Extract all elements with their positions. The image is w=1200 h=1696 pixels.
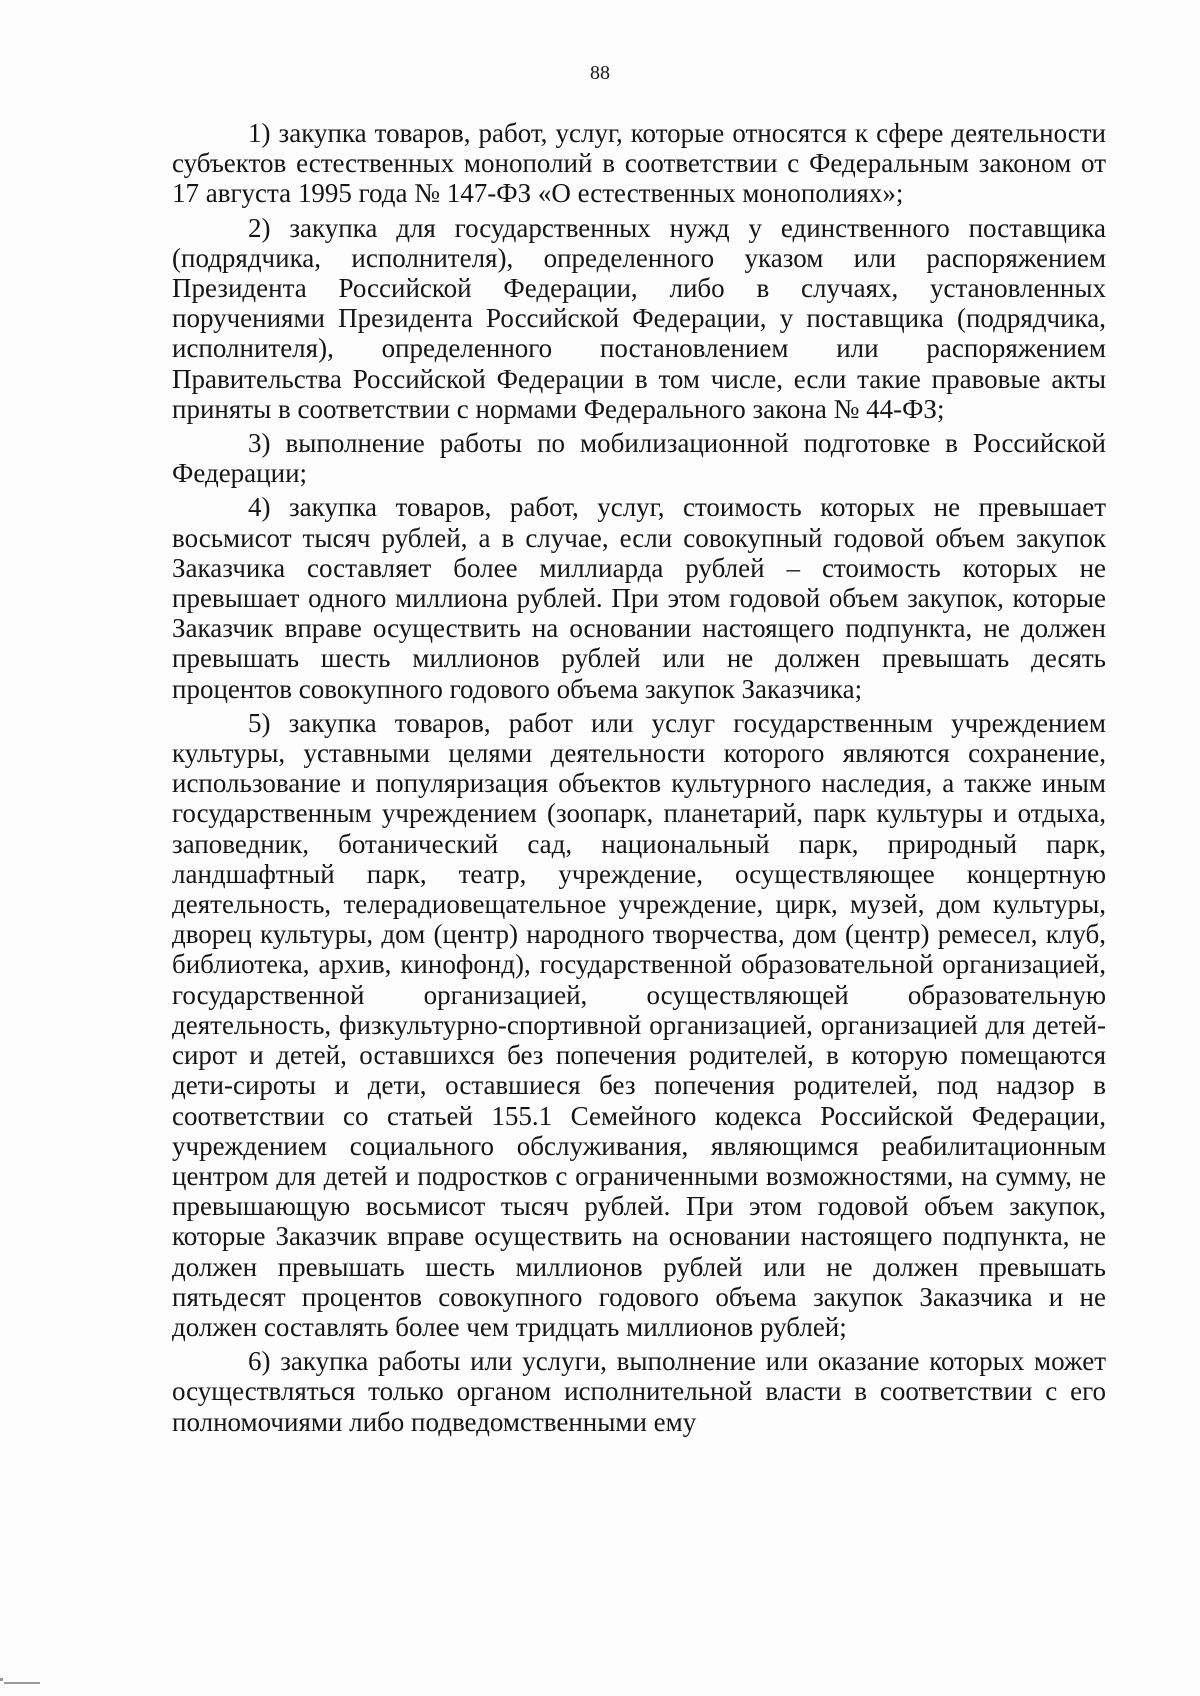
paragraph-item-5: 5) закупка товаров, работ или услуг государственным учреждением культуры, уставными целями деятельности которого являются сохранение, использование и популяризация объектов культурного наследия, а также иным государственным учреждением (зоопарк, планетарий, парк культуры и отдыха, заповедник, ботанический сад, национальный парк, природный парк, ландшафтный парк, театр, учреждение, осуществляющее концертную деятельность, телерадиовещательное учреждение, цирк, музей, дом культуры, дворец культуры, дом (центр) народного творчества, дом (центр) ремесел, клуб, библиотека, архив, кинофонд), государственной образовательной организацией, государственной организацией, осуществляющей образовательную деятельность, физкультурно-спортивной организацией, организацией для детей-сирот и детей, оставшихся без попечения родителей, в которую помещаются дети-сироты и дети, оставшиеся без попечения родителей, под надзор в соответствии со статьей 155.1 Семейного кодекса Российской Федерации, учреждением социального обслуживания, являющимся реабилитационным центром для детей и подростков с ограниченными возможностями, на сумму, не превышающую восьмисот тысяч рублей. При этом годовой объем закупок, которые Заказчик вправе осуществить на основании настоящего подпункта, не должен превышать шесть миллионов рублей или не должен превышать пятьдесят процентов совокупного годового объема закупок Заказчика и не должен составлять более чем тридцать миллионов рублей; <box>172 707 1106 1342</box>
paragraph-item-3: 3) выполнение работы по мобилизационной подготовке в Российской Федерации; <box>172 428 1106 489</box>
paragraph-item-6: 6) закупка работы или услуги, выполнение или оказание которых может осуществляться только органом исполнительной власти в соответствии с его полномочиями либо подведомственными ему <box>172 1346 1106 1437</box>
scan-artifact <box>4 1682 40 1684</box>
scan-artifact-dot <box>0 1678 3 1681</box>
paragraph-item-4: 4) закупка товаров, работ, услуг, стоимость которых не превышает восьмисот тысяч рублей, а в случае, если совокупный годовой объем закупок Заказчика составляет более миллиарда рублей – стоимость которых не превышает одного миллиона рублей. При этом годовой объем закупок, которые Заказчик вправе осуществить на основании настоящего подпункта, не должен превышать шесть миллионов рублей или не должен превышать десять процентов совокупного годового объема закупок Заказчика; <box>172 492 1106 704</box>
page-number: 88 <box>590 62 610 84</box>
paragraph-item-2: 2) закупка для государственных нужд у единственного поставщика (подрядчика, исполнителя), определенного указом или распоряжением Президента Российской Федерации, либо в случаях, установленных поручениями Президента Российской Федерации, у поставщика (подрядчика, исполнителя), определенного постановлением или распоряжением Правительства Российской Федерации в том числе, если такие правовые акты приняты в соответствии с нормами Федерального закона № 44-ФЗ; <box>172 212 1106 424</box>
paragraph-item-1: 1) закупка товаров, работ, услуг, которые относятся к сфере деятельности субъектов естественных монополий в соответствии с Федеральным законом от 17 августа 1995 года № 147-ФЗ «О естественных монополиях»; <box>172 118 1106 209</box>
document-body <box>172 118 1106 1441</box>
